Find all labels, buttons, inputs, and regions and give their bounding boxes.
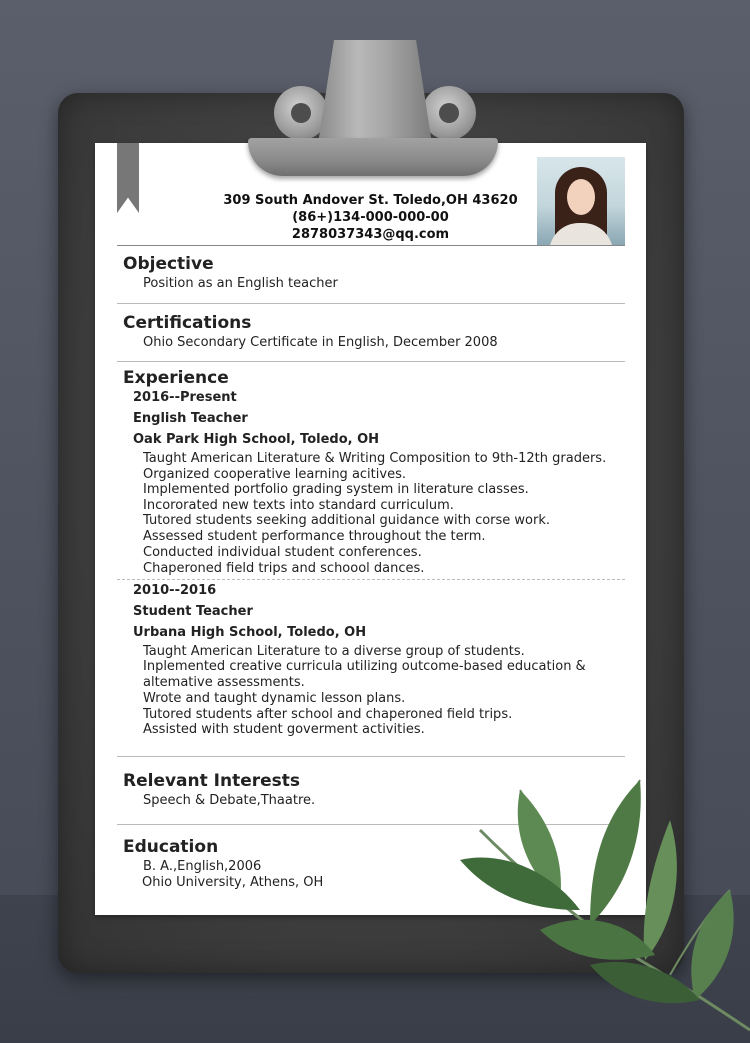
interests-text: Speech & Debate,Thaatre. xyxy=(143,793,316,808)
profile-photo xyxy=(537,157,625,245)
job-bullet: Organized cooperative learning acitives. xyxy=(143,467,406,482)
job-bullet: Assessed student performance throughout the term. xyxy=(143,529,486,544)
certifications-text: Ohio Secondary Certificate in English, December 2008 xyxy=(143,335,498,350)
job-dates: 2010--2016 xyxy=(133,583,217,598)
job-bullet: Tutored students after school and chaperoned field trips. xyxy=(143,707,513,722)
job-bullet: Inplemented creative curricula utilizing outcome-based education & xyxy=(143,659,586,674)
job-bullet: Implemented portfolio grading system in literature classes. xyxy=(143,482,529,497)
job-dates: 2016--Present xyxy=(133,390,237,405)
photo-face xyxy=(567,179,595,215)
education-school: Ohio University, Athens, OH xyxy=(142,875,324,890)
leaves xyxy=(460,780,734,1003)
section-title-interests: Relevant Interests xyxy=(123,771,301,791)
job-org: Oak Park High School, Toledo, OH xyxy=(133,432,380,447)
job-role: English Teacher xyxy=(133,411,248,426)
job-bullet: Chaperoned field trips and schoool dances. xyxy=(143,561,425,576)
leaf-branch-decoration xyxy=(440,760,750,1043)
resume-address: 309 South Andover St. Toledo,OH 43620 xyxy=(223,193,518,208)
clip-lever xyxy=(318,40,432,144)
header-divider xyxy=(117,245,625,246)
job-bullet: Incororated new texts into standard curriculum. xyxy=(143,498,454,513)
resume-email: 2878037343@qq.com xyxy=(291,227,450,242)
job-org: Urbana High School, Toledo, OH xyxy=(133,625,367,640)
job-bullet: Wrote and taught dynamic lesson plans. xyxy=(143,691,406,706)
job-bullet: altemative assessments. xyxy=(143,675,305,690)
section-title-education: Education xyxy=(123,837,219,857)
job-bullet: Assisted with student goverment activities. xyxy=(143,722,425,737)
clip-jaw xyxy=(248,138,498,176)
education-degree: B. A.,English,2006 xyxy=(143,859,262,874)
section-title-certifications: Certifications xyxy=(123,313,252,333)
divider-certifications xyxy=(117,361,625,362)
job-bullet: Taught American Literature & Writing Composition to 9th-12th graders. xyxy=(143,451,607,466)
section-title-objective: Objective xyxy=(123,254,214,274)
divider-objective xyxy=(117,303,625,304)
job-bullet: Tutored students seeking additional guidance with corse work. xyxy=(143,513,551,528)
objective-text: Position as an English teacher xyxy=(143,276,338,291)
job-bullet: Conducted individual student conferences. xyxy=(143,545,422,560)
divider-jobs xyxy=(117,579,625,580)
section-title-experience: Experience xyxy=(123,368,229,388)
job-role: Student Teacher xyxy=(133,604,253,619)
job-bullet: Taught American Literature to a diverse group of students. xyxy=(143,644,525,659)
resume-phone: (86+)134-000-000-00 xyxy=(292,210,449,225)
divider-experience xyxy=(117,756,625,757)
